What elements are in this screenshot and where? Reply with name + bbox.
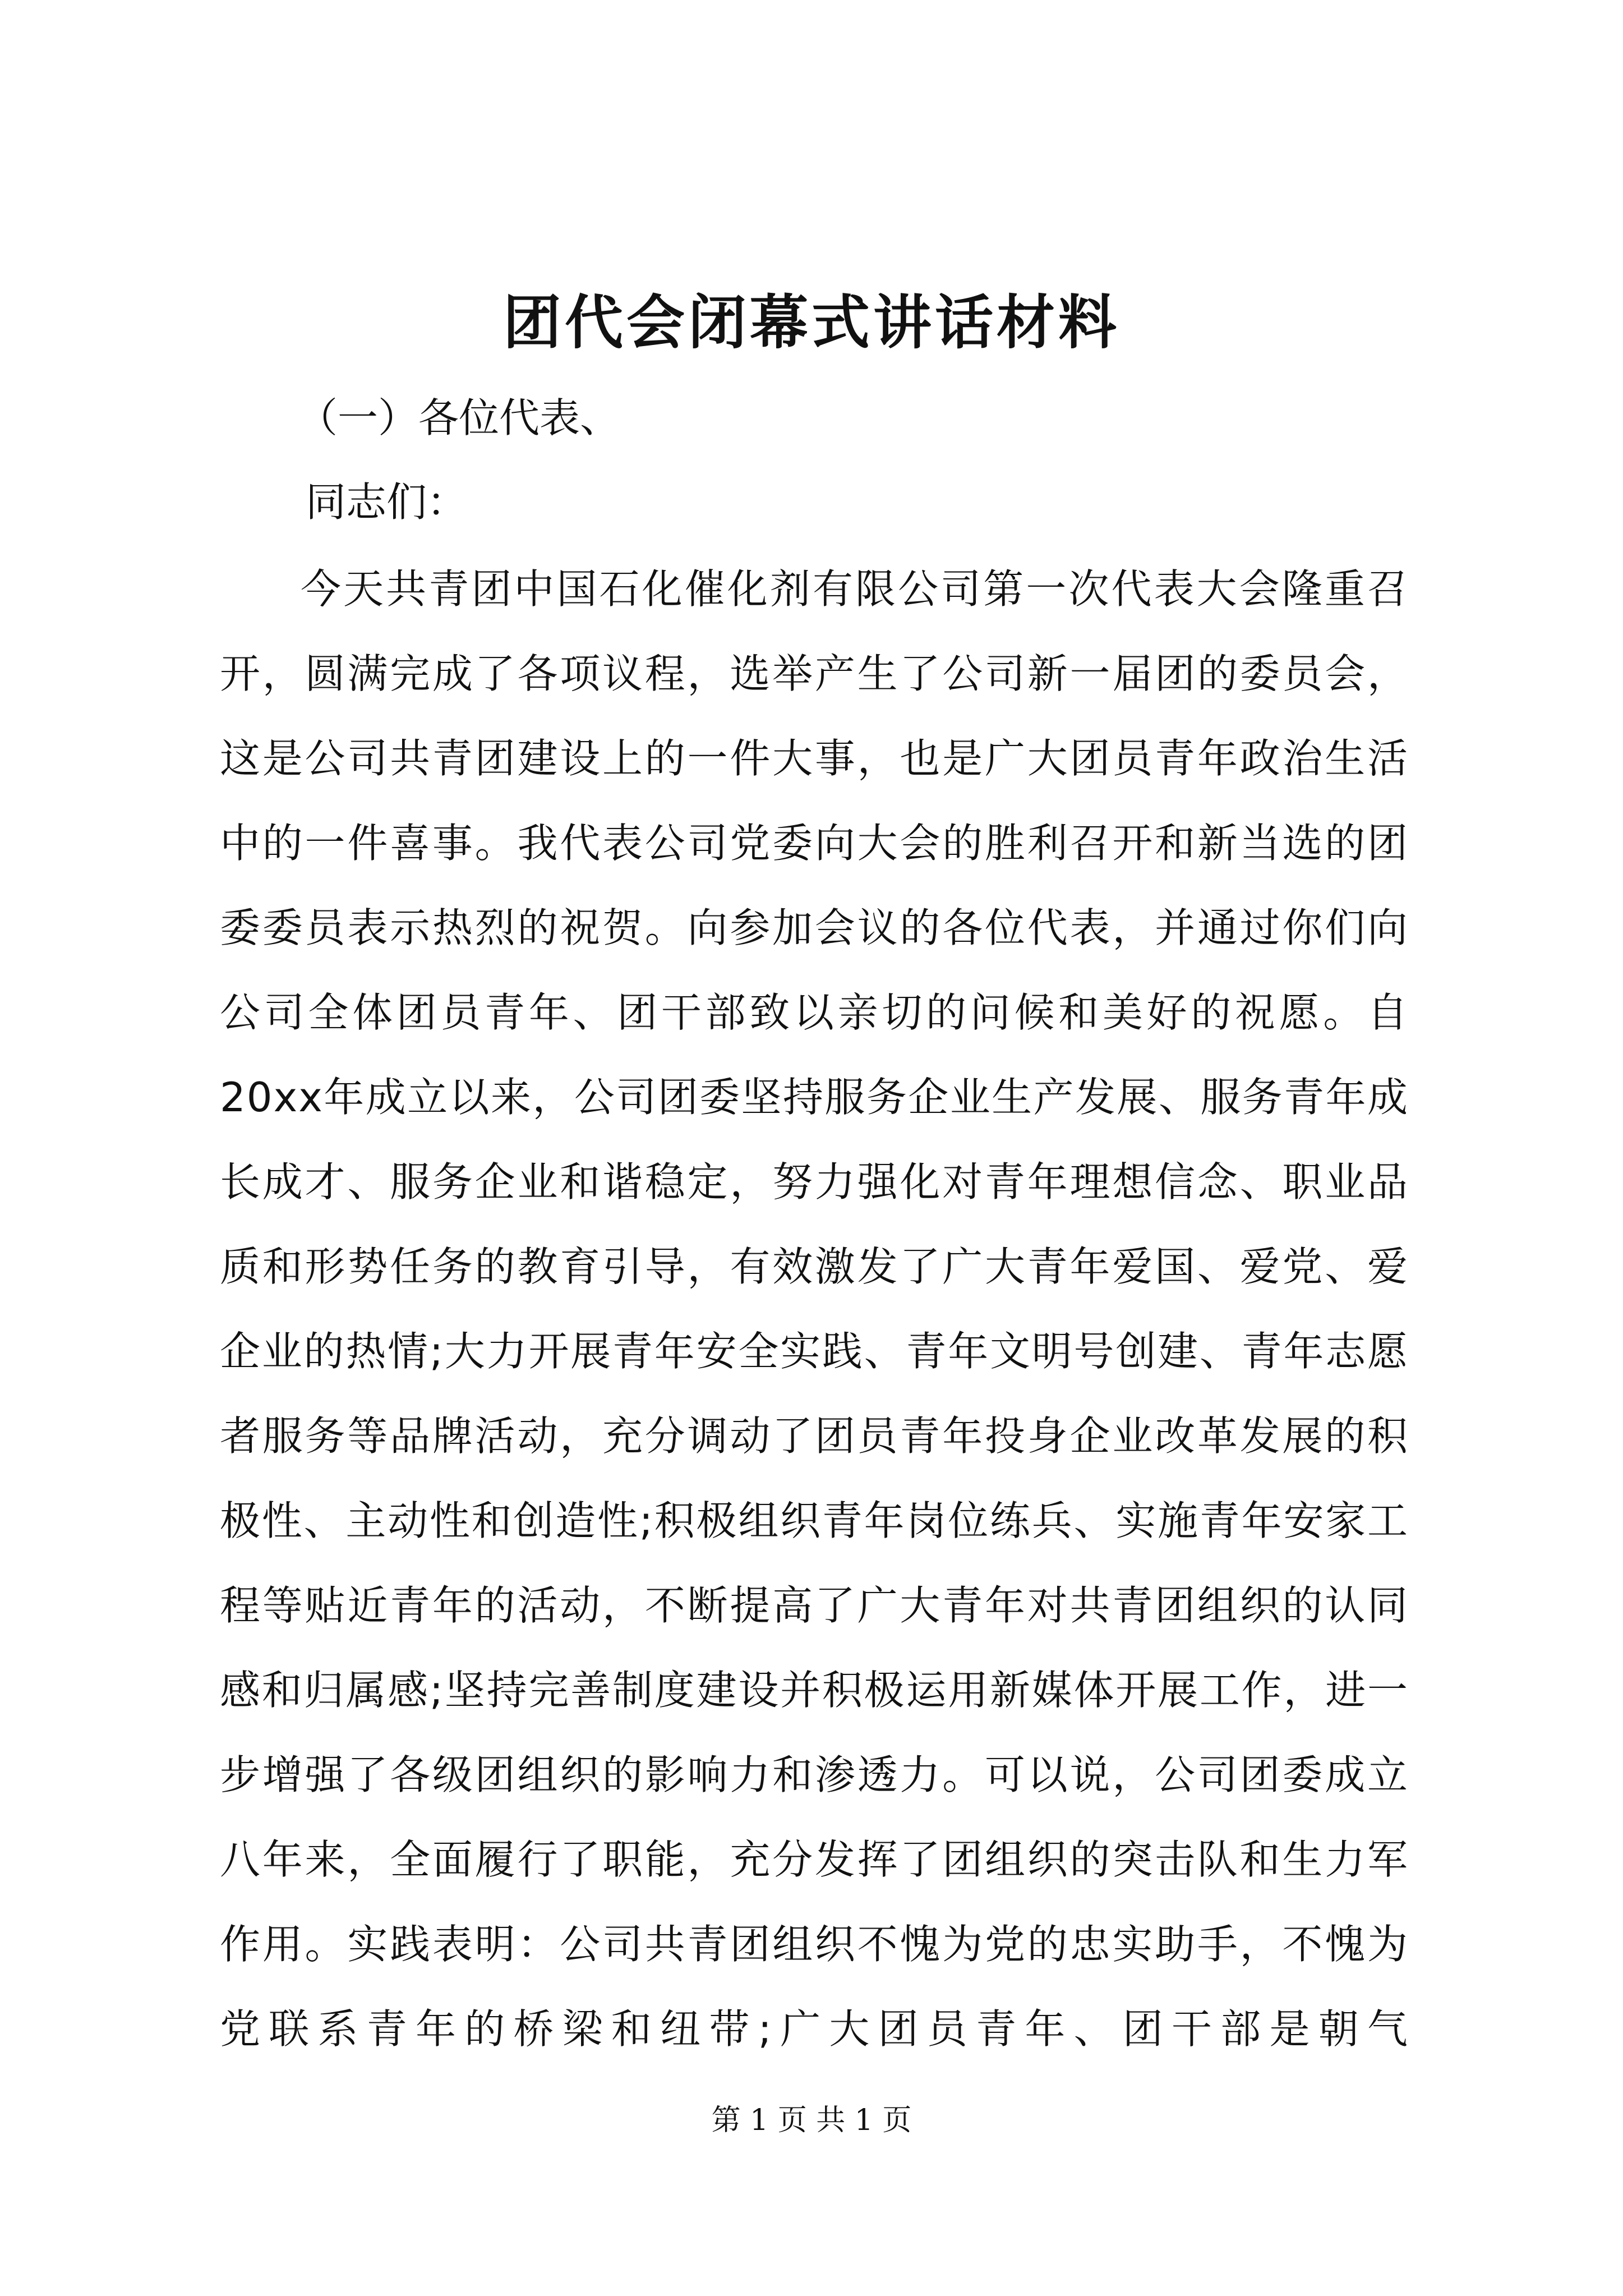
document-title: 团代会闭幕式讲话材料 (502, 288, 1120, 357)
body-paragraph: 今天共青团中国石化催化剂有限公司第一次代表大会隆重召开，圆满完成了各项议程，选举产生了公司新一届团的委员会，这是公司共青团建设上的一件大事，也是广大团员青年政治生活中的一件喜事。我代表公司党委向大会的胜利召开和新当选的团委委员表示热烈的祝贺。向参加会议的各位代表，并通过你们向公司全体团员青年、团干部致以亲切的问候和美好的祝愿。自20xx年成立以来，公司团委坚持服务企业生产发展、服务青年成长成才、服务企业和谐稳定，努力强化对青年理想信念、职业品质和形势任务的教育引导，有效激发了广大青年爱国、爱党、爱企业的热情;大力开展青年安全实践、青年文明号创建、青年志愿者服务等品牌活动，充分调动了团员青年投身企业改革发展的积极性、主动性和创造性;积极组织青年岗位练兵、实施青年安家工程等贴近青年的活动，不断提高了广大青年对共青团组织的认同感和归属感;坚持完善制度建设并积极运用新媒体开展工作，进一步增强了各级团组织的影响力和渗透力。可以说，公司团委成立八年来，全面履行了职能，充分发挥了团组织的突击队和生力军作用。实践表明：公司共青团组织不愧为党的忠实助手，不愧为党联系青年的桥梁和纽带;广大团员青年、团干部是朝气 (220, 565, 1409, 2053)
salutation-line-2: 同志们： (306, 478, 468, 526)
page-number-footer: 第 1 页 共 1 页 (711, 2104, 912, 2137)
salutation-line-1: （一）各位代表、 (297, 394, 621, 441)
